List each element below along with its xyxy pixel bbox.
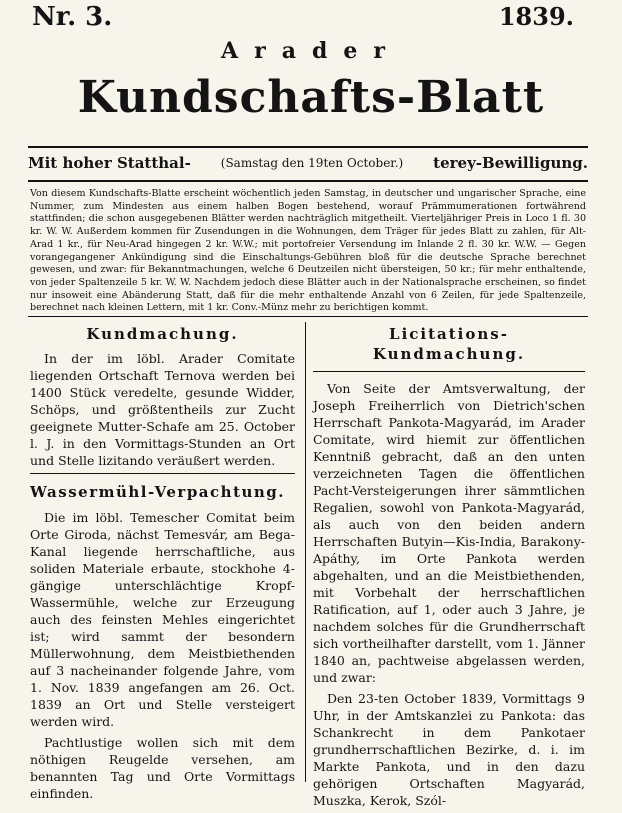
right-heading-licitation: Licitations-Kundmachung.	[372, 325, 526, 364]
mill-lease-notice: Die im löbl. Temescher Comitat beim Orte Giroda, nächst Temesvár, am Bega-Kanal liegende herrschaftliche, aus soliden Materiale erbaute, stockhohe 4-gängige unterschlächtige Kropf-Wassermühle, welche zur Erzeugung auch des feinsten Mehles eingerichtet ist; wird sammt der besondern Müllerwohnung, dem Meistbiethenden auf 3 nacheinander folgende Jahre, vom 1. Nov. 1839 angefangen am 26. Oct. 1839 an Ort und Stelle versteigert werden wird.	[30, 509, 295, 729]
licitation-schedule: Den 23-ten October 1839, Vormittags 9 Uhr, in der Amtskanzlei zu Pankota: das Schankrecht in dem Pankotaer grundherrschaftlichen Bezirke, d. i. im Markte Pankota, und in den dazu gehörigen Ortschaften Magyarád, Muszka, Kerok, Szól-	[313, 690, 585, 808]
masthead-subtitle-row	[28, 148, 588, 178]
right-column	[313, 324, 585, 813]
masthead-town: Arader	[221, 38, 401, 64]
left-heading-kundmachung: Kundmachung.	[86, 325, 239, 343]
masthead-title: Kundschafts-Blatt	[77, 72, 545, 123]
left-section-rule	[30, 473, 295, 474]
column-divider	[305, 322, 306, 782]
mill-lease-bidders: Pachtlustige wollen sich mit dem nöthigen Reugelde versehen, am benannten Tag und Orte Vormittags einfinden.	[30, 734, 295, 801]
issue-date: (Samstag den 19ten October.)	[220, 156, 404, 170]
notice-rule	[28, 316, 588, 317]
masthead-sub-right: terey-Bewilligung.	[433, 154, 588, 172]
left-column	[30, 324, 295, 806]
subscription-notice: Von diesem Kundschafts-Blatte erscheint wöchentlich jeden Samstag, in deutscher und ungarischer Sprache, eine Nummer, zum Mindesten aus einem halben Bogen bestehend, worauf Prämmumerationen fortwährend stattfinden; die schon ausgegebenen Blätter werden nachträglich mitgetheilt. Vierteljähriger Preis in Loco 1 fl. 30 kr. W. W. Außerdem kommen für Zusendungen in die Wohnungen, dem Träger für jedes Blatt zu zahlen, für Alt-Arad 1 kr., für Neu-Arad hingegen 2 kr. W.W.; mit portofreier Versendung im Inlande 2 fl. 30 kr. W.W. — Gegen vorangegangener Ankündigung sind die Einschaltungs-Gebühren bloß für die deutsche Sprache berechnet gewesen, und zwar: für Bekanntmachungen, welche 6 Deutzeilen nicht übersteigen, 50 kr.; für mehr enthaltende, von jeder Spaltenzeile 5 kr. W. W. Nachdem jedoch diese Blätter auch in der Nationalsprache erscheinen, so findet nur insoweit eine Abänderung Statt, daß für die mehr enthaltende Anzahl von 6 Zeilen, für jede Spaltenzeile, berechnet nach kleinen Lettern, mit 1 kr. Conv.-Münz mehr zu berichtigen kommt.	[30, 188, 586, 314]
right-heading-rule	[313, 371, 585, 372]
issue-number: Nr. 3.	[32, 2, 113, 32]
licitation-notice: Von Seite der Amtsverwaltung, der Joseph Freiherrlich von Dietrich'schen Herrschaft Pankota-Magyarád, im Arader Comitate, wird hiemit zur öffentlichen Kenntniß gebracht, daß an den unten verzeichneten Tagen die öffentlichen Pacht-Versteigerungen ihrer sämmtlichen Regalien, sowohl von Pankota-Magyarád, als auch von den beiden andern Herrschaften Butyin—Kis-India, Barakony-Apáthy, im Orte Pankota werden abgehalten, und an die Meistbiethenden, mit Vorbehalt der herrschaftlichen Ratification, auf 1, oder auch 3 Jahre, je nachdem solches für die Grundherrschaft sich vortheilhafter darstellt, vom 1. Jänner 1840 an, pachtweise abgelassen werden, und zwar:	[313, 380, 585, 685]
left-heading-mill-lease: Wassermühl-Verpachtung.	[30, 483, 286, 502]
masthead-sub-left: Mit hoher Statthal-	[28, 154, 191, 172]
issue-year: 1839.	[498, 2, 574, 31]
sheep-sale-notice: In der im löbl. Arader Comitate liegenden Ortschaft Ternova werden bei 1400 Stück veredelte, gesunde Widder, Schöps, und größtentheils zur Zucht geeignete Mutter-Schafe am 25. October l. J. in den Vormittags-Stunden an Ort und Stelle lizitando veräußert werden.	[30, 351, 295, 469]
masthead-rule-bottom	[28, 180, 588, 182]
